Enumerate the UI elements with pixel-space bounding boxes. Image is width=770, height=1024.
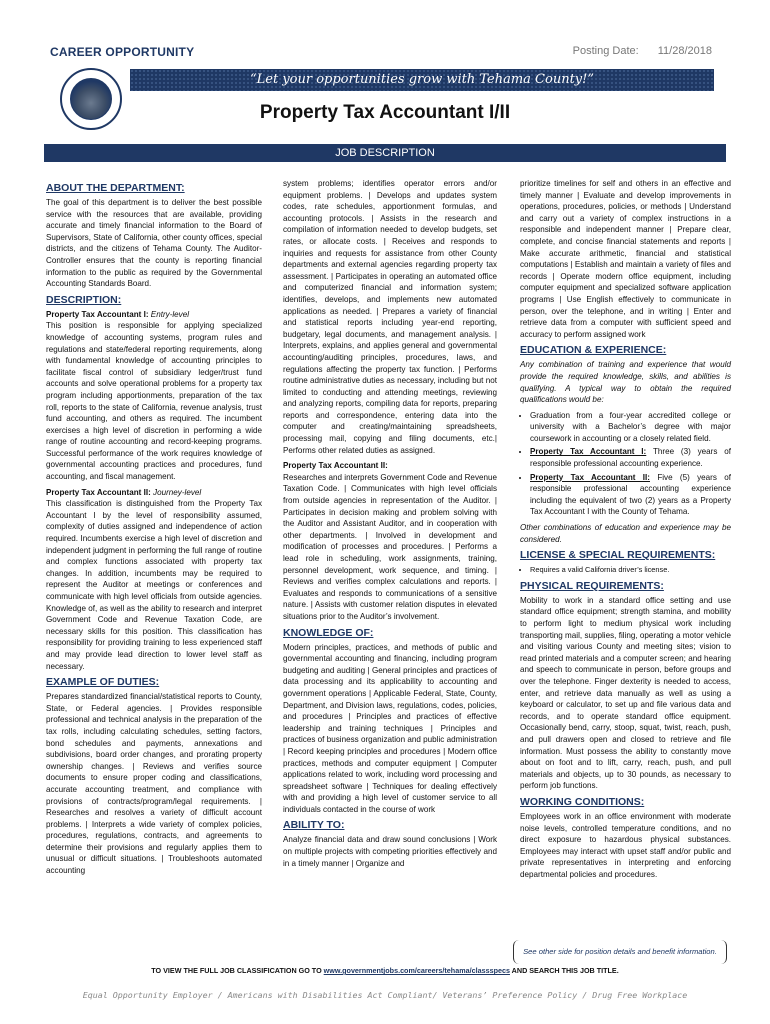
duties-level2-text: Researches and interprets Government Code and Revenue Taxation Code. | Communicates with high level officials from outside agencies in representation of the Auditor. | Participates in decision making and problem solving with the Auditor and Assistant Auditor, and in cooperation with other departments. | Involved in development and modification of processes and procedures. | Performs a lead role in scheduling, work assignments, training, personnel development, work sequence, and timing. | Reviews and verifies complex calculations and reports. | Evaluates and responds to communications of a sensitive nature. | Assists with customer relation disputes in elevated situations prior to the Auditor’s involvement. [283, 472, 497, 621]
job-description-bar: JOB DESCRIPTION [44, 144, 726, 162]
posting-date [557, 45, 712, 57]
about-text: The goal of this department is to deliver the best possible service with the resources that are available, providing accurate and timely financial information to the Board of Supervisors, State of California, other county offices, special districts, and the citizens of Tehama County. The Auditor-Controller ensures that the county is reporting financial information to the public as required by the Governmental Accounting Standards Board. [46, 198, 262, 289]
footer-classification-link: TO VIEW THE FULL JOB CLASSIFICATION GO TO www.governmentjobs.com/careers/tehama/classspecs AND SEARCH THIS JOB TITLE. [151, 966, 619, 975]
license-heading: LICENSE & SPECIAL REQUIREMENTS: [520, 549, 716, 562]
education-bullet: • Property Tax Accountant II: Five (5) years of responsible professional accounting experience including the equivalent of two (2) years as a Property Tax Accountant I with the County of Tehama. [530, 472, 731, 518]
column-1 [46, 178, 262, 881]
duties-heading: EXAMPLE OF DUTIES: [46, 676, 160, 689]
duties-text-2: system problems; identifies operator errors and/or equipment problems. | Develops and updates system codes, rate schedules, apportionment formulas, and accounting protocols. | Assists in the research and compilation of information needed to develop budgets, set rates, or allocate costs. | Receives and responds to inquiries and requests for assistance from other County departments and external agencies regarding property tax assessment. | Participates in operating an automated office and computerized financial and information system; identifies, develops, and implements new automated applications as needed. | Prepares a variety of financial and statistical reports including year-end reporting, budgetary, legal documents, and management analysis. | Interprets, explains, and applies general and governmental accounting/auditing principles, procedures, laws, and regulations affecting the property tax function. | Performs routine administrative duties as necessary, including but not limited to conducting and attending meetings, reviewing and analyzing reports, compiling data for reports, preparing reports and correspondence, entering data into the computer and creating/maintaining spreadsheets, processing mail, copying and filing documents, etc.| Performs other related duties as assigned. [283, 179, 497, 455]
description-heading: DESCRIPTION: [46, 293, 122, 306]
column-2 [283, 178, 497, 873]
knowledge-heading: KNOWLEDGE OF: [283, 626, 374, 639]
physical-heading: PHYSICAL REQUIREMENTS: [520, 579, 664, 592]
education-intro: Any combination of training and experience that would provide the required knowledge, skills, and abilities is qualifying. A typical way to obtain the required qualifications would be: [520, 360, 731, 405]
career-opportunity-label: CAREER OPPORTUNITY [50, 45, 195, 59]
education-bullet: • Property Tax Accountant I: Three (3) years of responsible professional accounting experience. [530, 446, 731, 469]
physical-text: Mobility to work in a standard office setting and use standard office equipment; strength stamina, and mobility to perform light to medium physical work including transporting mail, supplies, filing, operating a motor vehicle and visiting various County and meeting sites; vision to read printed materials and a computer screen; and hearing and speech to communicate in person, before groups and over the telephone. Finger dexterity is needed to access, enter, and retrieve data manually as well as using a keyboard or calculator, to set up and file various data and records, and to operate standard office equipment. Occasionally bend, carry, stoop, squat, twist, reach, push, and pull drawers open and closed to retrieve and file information. Must possess the ability to constantly move about on foot and to lift, carry, reach, push, and pull materials and objects, up to 30 pounds, as necessary to perform job functions. [520, 595, 731, 791]
education-heading: EDUCATION & EXPERIENCE: [520, 344, 667, 357]
posting-date-value: 11/28/2018 [657, 45, 712, 57]
posting-date-label: Posting Date: [572, 45, 639, 57]
knowledge-text: Modern principles, practices, and methods of public and governmental accounting and financing, including program budgeting and auditing | General principles and practices of data processing and its applicability to accounting and government operations | Applicable Federal, State, County, Department, and Division laws, regulations, codes, policies, and procedures | Principles and practices of effective leadership and training techniques | Principles and practices of business organization and public administration | Record keeping principles and procedures | Modern office practices, methods and computer equipment | Computer applications related to work, including word processing and spreadsheet software | Techniques for dealing effectively with and providing a high level of customer service to all individuals contacted in the course of work [283, 642, 497, 814]
eeo-statement: Equal Opportunity Employer / Americans with Disabilities Act Compliant/ Veterans’ Preference Policy / Drug Free Workplace [82, 990, 688, 1000]
working-text: Employees work in an office environment with moderate noise levels, controlled temperature conditions, and no direct exposure to hazardous physical substances. Employees may interact with upset staff and/or public and private representatives in interpreting and enforcing departmental policies and procedures. [520, 811, 731, 879]
level1-text: This position is responsible for applying specialized knowledge of accounting systems, program rules and regulations and state/federal reporting requirements, along with fundamental knowledge of accounting principles to facilitate fiscal control of subsidiary ledger/trust fund accounts and solve operational problems for a property tax program including apportionments, preparation of the tax roll, reports to the state of California, revenue analysis, trust fund accounting, and others as required. The incumbent exercises a high level of discretion in performing a wide range of routine accounting and record-keeping programs. Successful performance of the work requires knowledge of governmental accounting practices and procedures, fund accounting, and fiscal management. [46, 321, 262, 482]
duties-level2-subheading: Property Tax Accountant II: [283, 461, 388, 471]
duties-text-1: Prepares standardized financial/statistical reports to County, State, or Federal agencies. | Provides responsible professional and technical analysis in the preparation of the tax rolls, including calculating schedules, setting factors, bond schedules and payments, annexations and subdivisions, board order changes, and prorating property ownership changes. | Reviews and verifies source documents to ensure proper coding and classifications, accurate accounting treatment, and compliance with provisions of contracts/program/legal requirements. | Researches and resolves a variety of difficult account problems. | Interprets a wide variety of complex policies, procedures, regulations, contracts, and agreements to determine their provisions and regularly applies them to unusual or difficult situations. | Troubleshoots automated accounting [46, 692, 262, 876]
job-title: Property Tax Accountant I/II [259, 102, 511, 123]
level2-subheading: Property Tax Accountant II: Journey-level [46, 487, 202, 497]
ability-heading: ABILITY TO: [283, 819, 345, 832]
license-list [520, 564, 731, 576]
level2-text: This classification is distinguished from the Property Tax Accountant I by the level of responsibility assumed, complexity of duties assigned and independence of action required. Incumbents exercise a high level of discretion and independent judgment in performing the full range of routine and complex functions associated with property tax changes. In addition, incumbents may be required to represent the Auditor at meetings or conferences and communicate with high level officials from outside agencies. Knowledge of, as well as the ability to research and interpret Government Code and Revenue Taxation Code, are necessary skills for this position. This classification has responsibility for providing training to less experienced staff and may provide lead direction to lower level staff as necessary. [46, 499, 262, 671]
education-list [520, 410, 731, 518]
level1-subheading: Property Tax Accountant I: Entry-level [46, 309, 190, 319]
side-note: See other side for position details and benefit information. [513, 940, 727, 964]
working-heading: WORKING CONDITIONS: [520, 795, 645, 808]
license-bullet: • Requires a valid California driver’s license. [530, 564, 731, 576]
ability-text-2: prioritize timelines for self and others in an effective and timely manner | Evaluate and develop improvements in operations, procedures, policies, or methods | Understand and carry out a variety of complex instructions in a responsible and independent manner | Prepare clear, complete, and concise financial statements and reports | Make accurate arithmetic, financial and statistical computations | Establish and maintain a variety of files and records | Operate modern office equipment, including computer equipment and specialized software application programs | Use English effectively to communicate in person, over the telephone, and in writing | Enter and retrieve data from a computer with sufficient speed and accuracy to perform assigned work [520, 179, 731, 339]
ability-text-1: Analyze financial data and draw sound conclusions | Work on multiple projects with competing priorities effectively and in a timely manner | Organize and [283, 835, 497, 868]
column-3 [520, 178, 731, 884]
education-bullet: • Graduation from a four-year accredited college or university with a Bachelor’s degree with major coursework in accounting or a closely related field. [530, 410, 731, 445]
about-heading: ABOUT THE DEPARTMENT: [46, 182, 185, 194]
education-outro: Other combinations of education and experience may be considered. [520, 523, 731, 544]
governmentjobs-link[interactable]: www.governmentjobs.com/careers/tehama/classspecs [323, 966, 510, 975]
slogan-banner: “Let your opportunities grow with Tehama County!” [130, 69, 714, 91]
